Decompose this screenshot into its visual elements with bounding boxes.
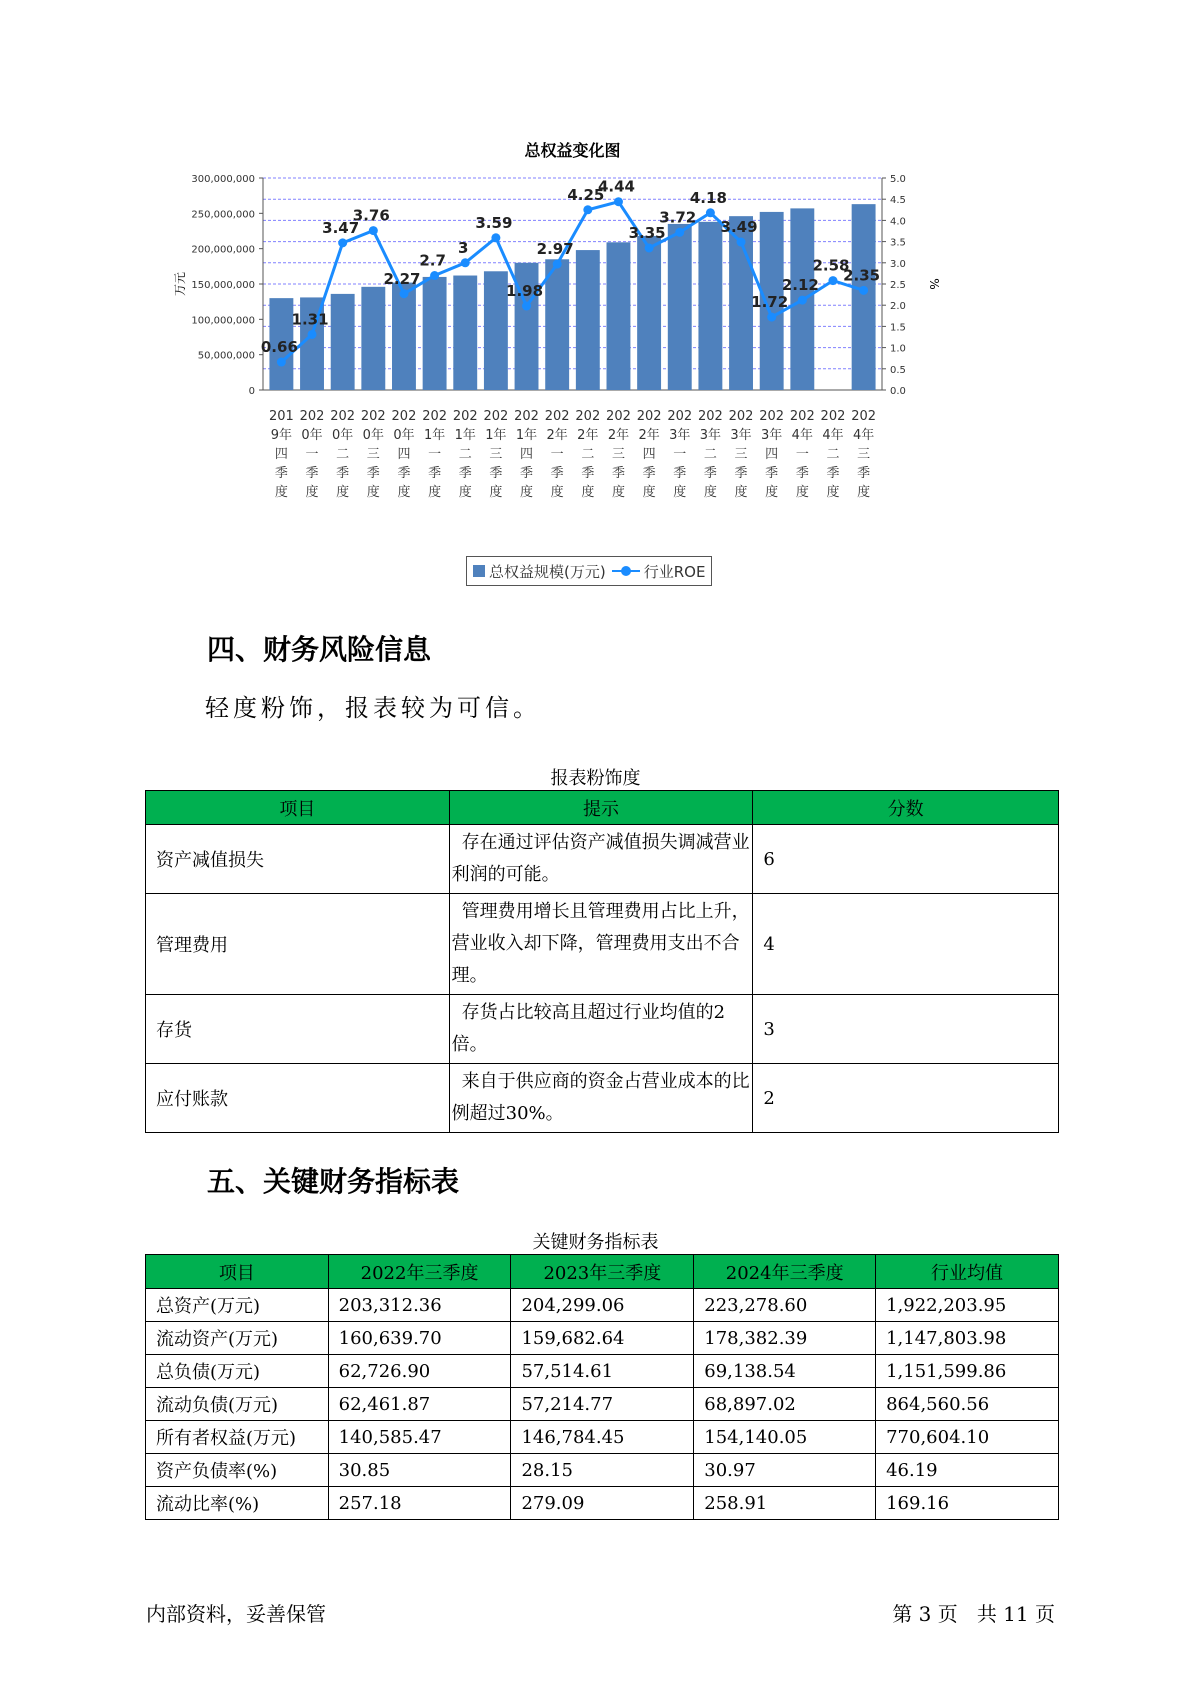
table-row [146, 1064, 1059, 1133]
x-tick-label: 季 [550, 466, 564, 481]
roe-data-label: 2.97 [536, 240, 574, 259]
x-tick-label: 季 [826, 466, 840, 481]
right-tick-label: 4.0 [890, 216, 906, 228]
bar [423, 277, 447, 390]
x-tick-label: 季 [642, 466, 656, 481]
x-tick-label: 202 [851, 409, 877, 424]
x-tick-label: 二 [336, 447, 350, 462]
legend-line-swatch [612, 565, 640, 577]
x-tick-label: 一 [673, 447, 687, 462]
x-tick-label: 3年 [669, 428, 691, 443]
right-tick-label: 2.5 [890, 280, 906, 291]
table-row [146, 1454, 1059, 1487]
x-tick-label: 9年 [270, 428, 293, 443]
y-axis-label-left: 万元 [173, 271, 187, 297]
x-tick-label: 3年 [730, 428, 752, 443]
kpi-value: 257.18 [328, 1487, 511, 1520]
kpi-table [145, 1254, 1059, 1520]
section4-heading: 四、财务风险信息 [207, 633, 432, 666]
risk-score: 6 [753, 825, 1059, 894]
risk-score: 3 [753, 995, 1059, 1064]
bar [668, 224, 692, 390]
bar [607, 242, 631, 390]
left-tick-label: 0 [248, 386, 255, 397]
table-row [146, 1289, 1059, 1322]
roe-point [553, 260, 562, 269]
x-tick-label: 1年 [454, 428, 476, 443]
x-tick-label: 季 [458, 466, 472, 481]
roe-point [369, 226, 378, 235]
kpi-header-2024: 2024年三季度 [694, 1255, 876, 1289]
x-tick-label: 一 [550, 447, 564, 462]
kpi-value: 28.15 [511, 1454, 694, 1487]
right-tick-label: 3.0 [890, 258, 906, 270]
x-tick-label: 1年 [423, 428, 446, 443]
x-tick-label: 202 [667, 409, 693, 424]
x-tick-label: 2年 [546, 428, 568, 443]
x-tick-label: 四 [520, 447, 534, 462]
x-tick-label: 一 [795, 447, 809, 462]
equity-chart [170, 140, 1030, 610]
roe-point [277, 358, 286, 367]
x-tick-label: 202 [299, 409, 325, 424]
x-tick-label: 度 [458, 485, 472, 500]
kpi-value: 223,278.60 [694, 1289, 876, 1322]
kpi-header-2023: 2023年三季度 [511, 1255, 694, 1289]
risk-item: 存货 [146, 995, 450, 1064]
kpi-value: 1,147,803.98 [876, 1322, 1059, 1355]
right-tick-label: 4.5 [890, 195, 906, 207]
x-tick-label: 二 [458, 447, 472, 462]
x-tick-label: 0年 [332, 428, 354, 443]
roe-point [737, 238, 746, 247]
legend-item-line [612, 561, 706, 582]
legend-item-bar [473, 561, 606, 582]
x-tick-label: 202 [606, 409, 631, 424]
roe-data-label: 3.35 [628, 223, 666, 242]
x-tick-label: 度 [642, 485, 656, 500]
x-tick-label: 2年 [607, 428, 630, 443]
x-tick-label: 202 [759, 409, 785, 424]
bar [331, 294, 355, 390]
x-tick-label: 一 [428, 447, 442, 462]
x-tick-label: 季 [795, 466, 809, 481]
right-tick-label: 1.0 [890, 343, 906, 355]
roe-data-label: 4.18 [689, 188, 727, 207]
x-tick-label: 季 [703, 466, 717, 481]
kpi-value: 57,514.61 [511, 1355, 694, 1388]
x-tick-label: 季 [336, 466, 350, 481]
kpi-value: 57,214.77 [511, 1388, 694, 1421]
x-tick-label: 度 [550, 485, 564, 500]
roe-point [706, 208, 715, 217]
x-tick-label: 二 [581, 447, 595, 462]
legend-bar-swatch [473, 565, 485, 577]
left-tick-label: 100,000,000 [191, 315, 255, 327]
x-tick-label: 202 [483, 409, 509, 424]
left-tick-label: 150,000,000 [191, 280, 255, 291]
bar [576, 250, 600, 390]
roe-point [399, 289, 408, 298]
left-tick-label: 300,000,000 [191, 174, 255, 185]
right-tick-label: 1.5 [890, 322, 906, 334]
roe-data-label: 3.72 [659, 208, 697, 227]
risk-hint: 存货占比较高且超过行业均值的2倍。 [449, 995, 753, 1064]
x-tick-label: 季 [581, 466, 595, 481]
chart-svg [170, 140, 1030, 610]
roe-data-label: 1.31 [291, 310, 329, 329]
table-row [146, 1388, 1059, 1421]
x-tick-label: 四 [642, 447, 656, 462]
roe-data-label: 1.98 [506, 282, 544, 301]
roe-data-label: 2.7 [419, 251, 446, 270]
x-tick-label: 季 [305, 466, 319, 481]
roe-point [828, 276, 837, 285]
x-tick-label: 1年 [515, 428, 538, 443]
x-tick-label: 202 [575, 409, 601, 424]
footer-page-number: 第 3 页 共 11 页 [892, 1602, 1055, 1626]
risk-header-item: 项目 [146, 791, 450, 825]
kpi-value: 159,682.64 [511, 1322, 694, 1355]
x-tick-label: 度 [703, 485, 717, 500]
x-tick-label: 度 [734, 485, 748, 500]
roe-point [338, 238, 347, 247]
x-tick-label: 季 [673, 466, 687, 481]
bar [361, 287, 385, 390]
right-tick-label: 3.5 [890, 237, 906, 249]
x-tick-label: 季 [520, 466, 534, 481]
left-tick-label: 200,000,000 [191, 244, 255, 256]
roe-point [767, 313, 776, 322]
risk-header-hint: 提示 [449, 791, 753, 825]
kpi-value: 204,299.06 [511, 1289, 694, 1322]
legend-line-label: 行业ROE [643, 562, 706, 581]
x-tick-label: 季 [428, 466, 442, 481]
kpi-item: 所有者权益(万元) [146, 1421, 329, 1454]
x-tick-label: 三 [857, 447, 871, 462]
chart-title: 总权益变化图 [524, 141, 621, 160]
chart-legend [466, 556, 712, 586]
roe-data-label: 2.58 [812, 256, 850, 275]
kpi-table-header [146, 1255, 1059, 1289]
x-tick-label: 度 [274, 485, 288, 500]
kpi-value: 30.97 [694, 1454, 876, 1487]
risk-table-header [146, 791, 1059, 825]
x-tick-label: 度 [336, 485, 350, 500]
roe-data-label: 0.66 [260, 338, 298, 357]
x-tick-label: 度 [366, 485, 380, 500]
kpi-value: 258.91 [694, 1487, 876, 1520]
kpi-item: 总负债(万元) [146, 1355, 329, 1388]
x-tick-label: 三 [734, 447, 748, 462]
x-tick-label: 2年 [638, 428, 660, 443]
risk-hint: 存在通过评估资产减值损失调减营业利润的可能。 [449, 825, 753, 894]
table-row [146, 1487, 1059, 1520]
section4-paragraph: 轻度粉饰，报表较为可信。 [205, 694, 541, 722]
y-axis-label-right: % [927, 278, 941, 290]
x-tick-label: 202 [544, 409, 570, 424]
kpi-value: 279.09 [511, 1487, 694, 1520]
x-tick-label: 3年 [699, 428, 722, 443]
x-tick-label: 0年 [301, 428, 323, 443]
roe-data-label: 2.27 [383, 269, 421, 288]
bar [698, 222, 722, 390]
roe-data-label: 3.47 [322, 218, 360, 237]
risk-item: 应付账款 [146, 1064, 450, 1133]
x-tick-label: 202 [330, 409, 356, 424]
x-tick-label: 202 [636, 409, 662, 424]
x-tick-label: 度 [397, 485, 411, 500]
risk-score: 4 [753, 894, 1059, 995]
kpi-value: 62,461.87 [328, 1388, 511, 1421]
left-tick-label: 50,000,000 [197, 350, 255, 362]
kpi-table-body [146, 1289, 1059, 1520]
kpi-value: 30.85 [328, 1454, 511, 1487]
table-row [146, 825, 1059, 894]
roe-point [430, 271, 439, 280]
kpi-value: 169.16 [876, 1487, 1059, 1520]
kpi-item: 流动比率(%) [146, 1487, 329, 1520]
right-tick-label: 5.0 [890, 174, 906, 185]
risk-hint: 管理费用增长且管理费用占比上升，营业收入却下降，管理费用支出不合理。 [449, 894, 753, 995]
x-tick-label: 202 [422, 409, 448, 424]
kpi-value: 178,382.39 [694, 1322, 876, 1355]
roe-data-label: 1.72 [751, 293, 789, 312]
roe-point [614, 197, 623, 206]
x-tick-label: 2年 [577, 428, 599, 443]
x-tick-label: 四 [765, 447, 779, 462]
x-tick-label: 度 [581, 485, 595, 500]
x-tick-label: 202 [391, 409, 417, 424]
x-tick-label: 三 [611, 447, 625, 462]
x-tick-label: 度 [305, 485, 319, 500]
roe-point [798, 296, 807, 305]
right-tick-label: 2.0 [890, 301, 906, 313]
roe-point [522, 302, 531, 311]
kpi-value: 160,639.70 [328, 1322, 511, 1355]
section5-heading: 五、关键财务指标表 [207, 1165, 460, 1198]
kpi-item: 流动负债(万元) [146, 1388, 329, 1421]
x-tick-label: 4年 [852, 428, 875, 443]
roe-data-label: 2.12 [781, 276, 819, 295]
roe-data-label: 3 [458, 238, 469, 257]
risk-table [145, 790, 1059, 1133]
x-tick-label: 202 [514, 409, 539, 424]
x-tick-label: 季 [734, 466, 748, 481]
x-tick-label: 季 [765, 466, 779, 481]
kpi-value: 154,140.05 [694, 1421, 876, 1454]
x-tick-label: 0年 [362, 428, 384, 443]
bar [545, 259, 569, 390]
roe-data-label: 4.44 [597, 177, 635, 196]
bar [392, 283, 416, 390]
x-tick-label: 度 [520, 485, 534, 500]
kpi-item: 资产负债率(%) [146, 1454, 329, 1487]
kpi-value: 46.19 [876, 1454, 1059, 1487]
kpi-header-2022: 2022年三季度 [328, 1255, 511, 1289]
x-tick-label: 1年 [485, 428, 507, 443]
risk-hint: 来自于供应商的资金占营业成本的比例超过30%。 [449, 1064, 753, 1133]
x-tick-label: 四 [397, 447, 411, 462]
x-tick-label: 度 [611, 485, 625, 500]
kpi-value: 146,784.45 [511, 1421, 694, 1454]
x-tick-label: 度 [673, 485, 687, 500]
x-tick-label: 202 [452, 409, 478, 424]
kpi-value: 62,726.90 [328, 1355, 511, 1388]
kpi-value: 69,138.54 [694, 1355, 876, 1388]
left-tick-label: 250,000,000 [191, 209, 255, 221]
x-tick-label: 度 [489, 485, 503, 500]
kpi-item: 总资产(万元) [146, 1289, 329, 1322]
x-tick-label: 度 [428, 485, 442, 500]
roe-point [583, 205, 592, 214]
x-tick-label: 202 [728, 409, 754, 424]
x-tick-label: 度 [857, 485, 871, 500]
x-tick-label: 季 [611, 466, 625, 481]
x-tick-label: 202 [697, 409, 723, 424]
x-tick-label: 四 [274, 447, 288, 462]
risk-table-caption: 报表粉饰度 [550, 768, 641, 789]
x-tick-label: 3年 [761, 428, 783, 443]
x-tick-label: 季 [397, 466, 411, 481]
roe-data-label: 3.59 [475, 213, 513, 232]
kpi-header-item: 项目 [146, 1255, 329, 1289]
roe-point [461, 258, 470, 267]
x-tick-label: 二 [826, 447, 840, 462]
x-tick-label: 0年 [393, 428, 415, 443]
kpi-value: 1,151,599.86 [876, 1355, 1059, 1388]
kpi-header-industry: 行业均值 [876, 1255, 1059, 1289]
roe-data-label: 3.49 [720, 218, 758, 237]
risk-score: 2 [753, 1064, 1059, 1133]
kpi-value: 203,312.36 [328, 1289, 511, 1322]
roe-point [645, 243, 654, 252]
x-tick-label: 度 [795, 485, 809, 500]
roe-point [675, 228, 684, 237]
bar [637, 236, 661, 390]
x-tick-label: 201 [268, 409, 294, 424]
footer-confidential: 内部资料，妥善保管 [146, 1602, 326, 1626]
table-row [146, 1322, 1059, 1355]
table-row [146, 894, 1059, 995]
x-tick-label: 4年 [822, 428, 844, 443]
kpi-value: 864,560.56 [876, 1388, 1059, 1421]
kpi-value: 68,897.02 [694, 1388, 876, 1421]
x-tick-label: 一 [305, 447, 319, 462]
x-tick-label: 三 [366, 447, 380, 462]
x-tick-label: 度 [765, 485, 779, 500]
x-tick-label: 二 [703, 447, 717, 462]
right-tick-label: 0.5 [890, 364, 906, 376]
table-row [146, 995, 1059, 1064]
roe-point [308, 330, 317, 339]
roe-point [491, 233, 500, 242]
legend-bar-label: 总权益规模(万元) [489, 562, 606, 581]
x-tick-label: 季 [857, 466, 871, 481]
x-tick-label: 4年 [791, 428, 813, 443]
kpi-value: 1,922,203.95 [876, 1289, 1059, 1322]
risk-item: 管理费用 [146, 894, 450, 995]
x-tick-label: 三 [489, 447, 503, 462]
kpi-value: 140,585.47 [328, 1421, 511, 1454]
x-tick-label: 202 [360, 409, 386, 424]
risk-header-score: 分数 [753, 791, 1059, 825]
x-tick-label: 202 [820, 409, 846, 424]
bar [484, 271, 508, 390]
table-row [146, 1355, 1059, 1388]
x-tick-label: 季 [489, 466, 503, 481]
roe-data-label: 3.76 [352, 206, 390, 225]
table-row [146, 1421, 1059, 1454]
kpi-item: 流动资产(万元) [146, 1322, 329, 1355]
x-tick-label: 季 [366, 466, 380, 481]
bar [453, 276, 477, 390]
bar [852, 204, 876, 390]
risk-item: 资产减值损失 [146, 825, 450, 894]
roe-data-label: 4.25 [567, 185, 605, 204]
roe-point [859, 286, 868, 295]
x-tick-label: 202 [789, 409, 815, 424]
x-tick-label: 季 [274, 466, 288, 481]
roe-data-label: 2.35 [843, 266, 881, 285]
x-tick-label: 度 [826, 485, 840, 500]
right-tick-label: 0.0 [890, 386, 906, 397]
kpi-value: 770,604.10 [876, 1421, 1059, 1454]
kpi-table-caption: 关键财务指标表 [532, 1232, 659, 1253]
